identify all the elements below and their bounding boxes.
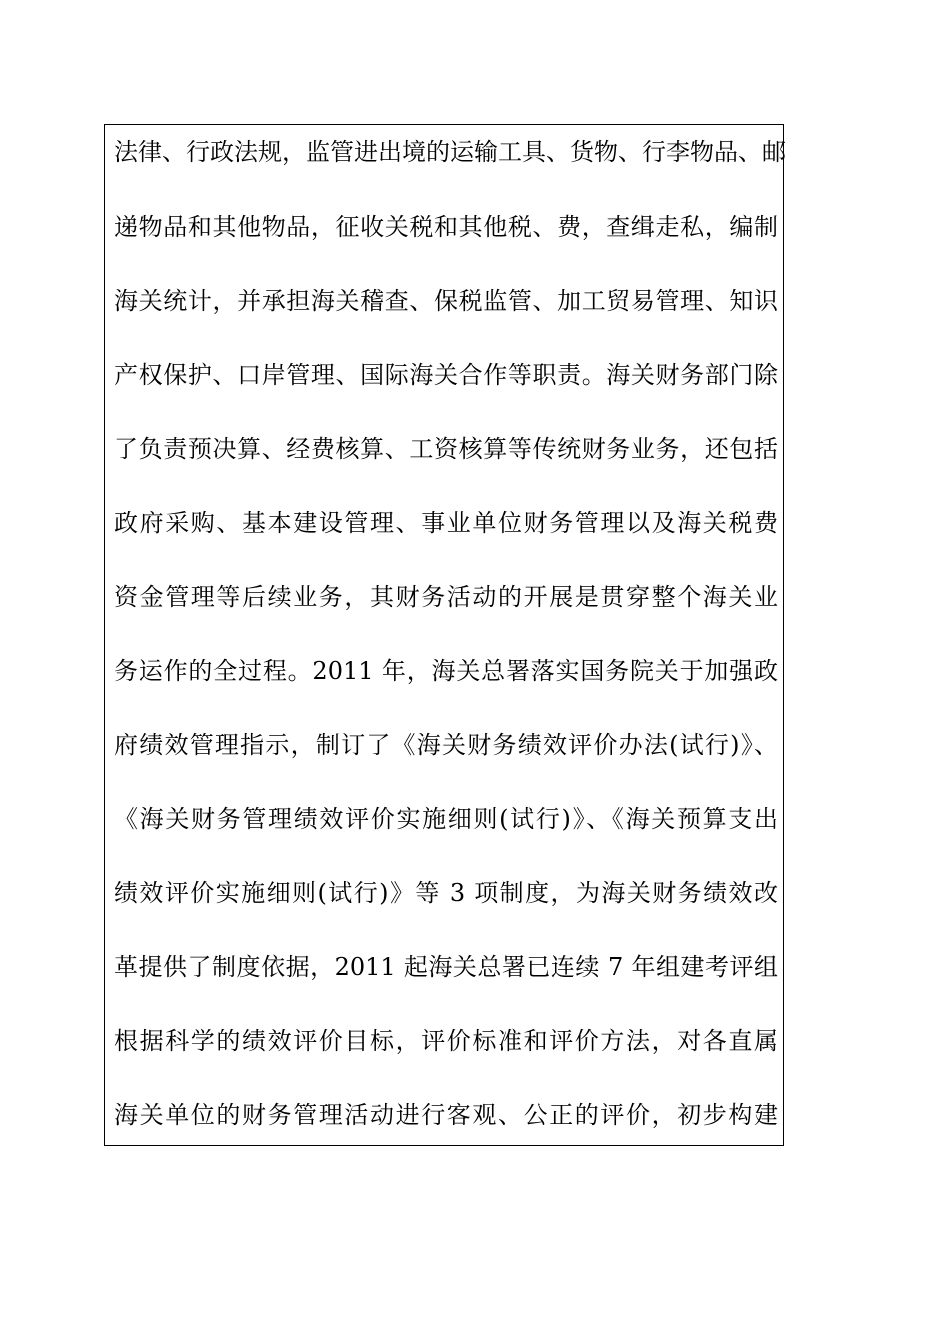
text-line-3: 海关统计，并承担海关稽查、保税监管、加工贸易管理、知识 (114, 287, 778, 315)
text-line-9: 府绩效管理指示，制订了《海关财务绩效评价办法(试行)》、 (114, 731, 778, 759)
text-line-7: 资金管理等后续业务，其财务活动的开展是贯穿整个海关业 (114, 583, 778, 611)
text-line-2: 递物品和其他物品，征收关税和其他税、费，查缉走私，编制 (114, 213, 778, 241)
text-line-11: 绩效评价实施细则(试行)》等 3 项制度，为海关财务绩效改 (114, 879, 778, 907)
text-line-5: 了负责预决算、经费核算、工资核算等传统财务业务，还包括 (114, 435, 778, 463)
text-line-1: 法律、行政法规，监管进出境的运输工具、货物、行李物品、邮 (114, 138, 786, 166)
text-line-10: 《海关财务管理绩效评价实施细则(试行)》、《海关预算支出 (114, 805, 778, 833)
text-line-12: 革提供了制度依据，2011 起海关总署已连续 7 年组建考评组 (114, 953, 778, 981)
text-line-8: 务运作的全过程。2011 年，海关总署落实国务院关于加强政 (114, 657, 778, 685)
text-line-13: 根据科学的绩效评价目标，评价标准和评价方法，对各直属 (114, 1027, 778, 1055)
bordered-text-box (104, 124, 784, 1146)
text-line-14: 海关单位的财务管理活动进行客观、公正的评价，初步构建 (114, 1101, 778, 1129)
text-line-4: 产权保护、口岸管理、国际海关合作等职责。海关财务部门除 (114, 361, 778, 389)
text-line-6: 政府采购、基本建设管理、事业单位财务管理以及海关税费 (114, 509, 778, 537)
